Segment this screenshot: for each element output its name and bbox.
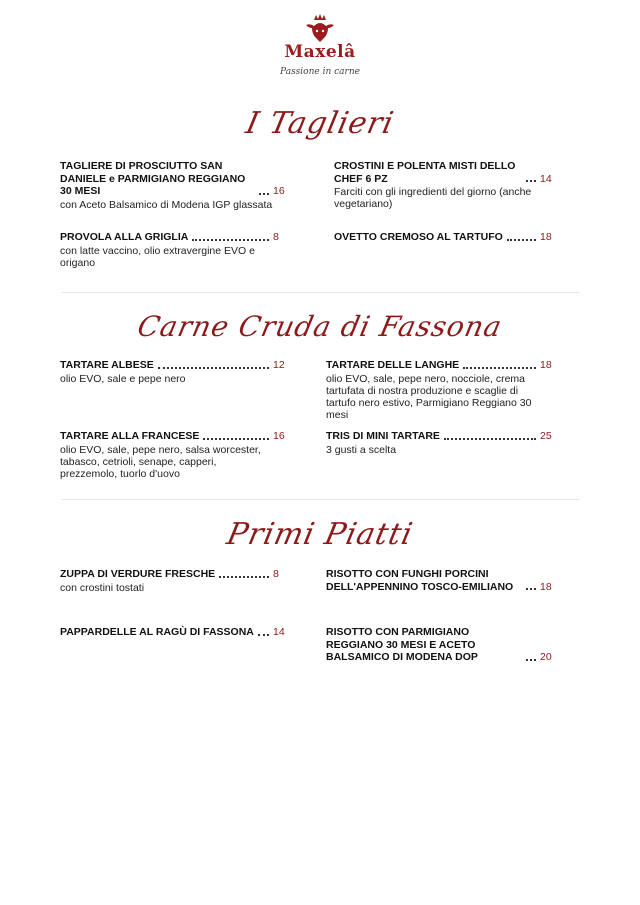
menu-item [60,160,291,211]
item-price: 8 [273,568,279,580]
item-price: 18 [540,231,552,243]
brand-logo [0,14,640,77]
item-price: 18 [540,580,552,593]
section-divider [62,292,580,293]
menu-item [334,160,558,210]
menu-item [334,231,558,244]
bull-crest-icon [303,14,337,44]
menu-item [326,430,558,456]
item-name: ZUPPA DI VERDURE FRESCHE [60,568,216,580]
menu-item [60,626,291,639]
item-price: 20 [540,651,552,663]
leader-dots [219,576,269,578]
leader-dots [258,634,269,636]
menu-item [60,568,291,594]
item-description: con Aceto Balsamico di Modena IGP glassata [60,198,273,211]
leader-dots [526,659,536,661]
item-price: 8 [273,231,279,243]
item-price: 12 [273,359,285,371]
item-name: CROSTINI E POLENTA MISTI DELLO CHEF 6 PZ [334,160,516,185]
leader-dots [259,193,269,195]
item-name: RISOTTO CON FUNGHI PORCINI DELL'APPENNINO TOSCO-EMILIANO [326,568,514,593]
item-name: PROVOLA ALLA GRIGLIA [60,231,189,243]
item-price: 14 [540,172,552,185]
item-description: 3 gusti a scelta [326,443,397,456]
menu-item [60,359,291,385]
section-title-primi-piatti: Primi Piatti [223,517,417,552]
menu-item [326,568,558,593]
item-price: 14 [273,626,285,638]
item-price: 18 [540,359,552,371]
leader-dots [444,438,536,440]
item-description: olio EVO, sale e pepe nero [60,372,186,385]
item-name: TARTARE ALLA FRANCESE [60,430,200,442]
leader-dots [526,588,536,590]
item-description: con crostini tostati [60,581,145,594]
item-name: RISOTTO CON PARMIGIANO REGGIANO 30 MESI E ACETO BALSAMICO DI MODENA DOP [326,626,478,663]
item-description: Farciti con gli ingredienti del giorno (anche vegetariano) [334,186,532,210]
brand-tagline: Passione in carne [280,67,360,77]
menu-item [60,430,291,480]
leader-dots [507,239,536,241]
item-name: TRIS DI MINI TARTARE [326,430,440,442]
item-name: TARTARE ALBESE [60,359,154,371]
item-name: OVETTO CREMOSO AL TARTUFO [334,231,503,243]
item-price: 16 [273,430,285,442]
item-description: olio EVO, sale, pepe nero, nocciole, crema tartufata di nostra produzione e scaglie di tartufo nero estivo, Parmigiano Reggiano 30 mesi [326,372,532,421]
leader-dots [203,438,269,440]
section-title-taglieri: I Taglieri [242,106,398,141]
item-description: olio EVO, sale, pepe nero, salsa worcester, tabasco, cetrioli, senape, capperi, prezzemolo, tuorlo d'uovo [60,443,261,480]
item-price: 25 [540,430,552,442]
leader-dots [463,367,536,369]
section-title-carne-cruda: Carne Cruda di Fassona [134,310,506,343]
item-name: TARTARE DELLE LANGHE [326,359,460,371]
brand-name: Maxelâ [284,42,356,62]
item-name: PAPPARDELLE AL RAGÙ DI FASSONA [60,626,254,638]
item-description: con latte vaccino, olio extravergine EVO e origano [60,244,255,269]
item-price: 16 [273,185,285,197]
item-name: TAGLIERE DI PROSCIUTTO SAN DANIELE e PARMIGIANO REGGIANO 30 MESI [60,160,246,197]
leader-dots [192,239,269,241]
section-divider [62,499,580,500]
leader-dots [158,367,269,369]
menu-item [60,231,291,269]
leader-dots [526,180,536,182]
menu-item [326,626,558,664]
menu-item [326,359,558,421]
